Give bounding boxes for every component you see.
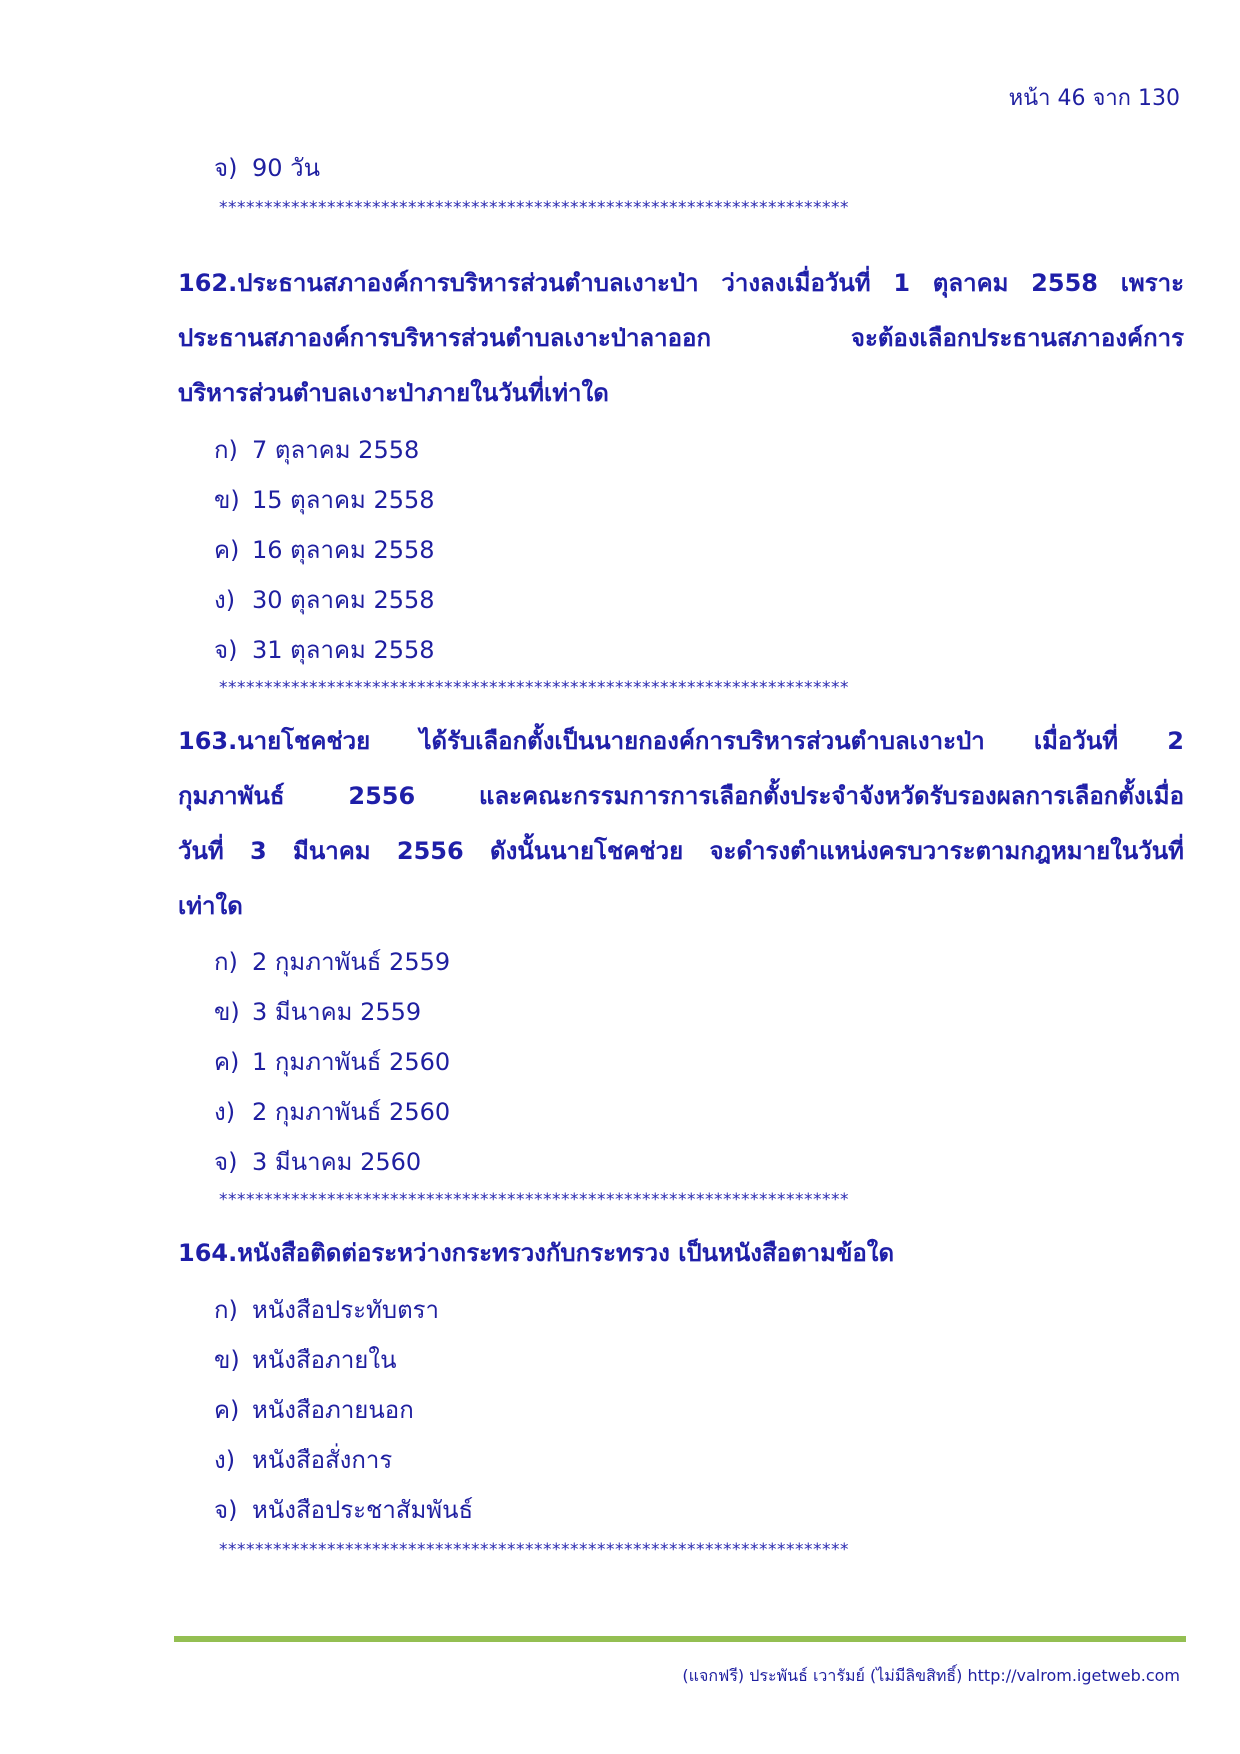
- option-text: 3 มีนาคม 2560: [252, 1148, 422, 1176]
- question-line: 163.นายโชคช่วย ได้รับเลือกตั้งเป็นนายกองค์การบริหารส่วนตำบลเงาะป่า เมื่อวันที่ 2: [178, 727, 1184, 755]
- option-letter: ง): [214, 586, 236, 614]
- option-text: 90 วัน: [252, 154, 321, 182]
- option-164-d: [214, 1440, 392, 1479]
- option-163-b: [214, 992, 421, 1031]
- separator-stars: **********************************************************************: [219, 1540, 849, 1560]
- option-text: หนังสือประชาสัมพันธ์: [252, 1496, 474, 1524]
- option-letter: ก): [214, 436, 238, 464]
- option-text: 7 ตุลาคม 2558: [252, 436, 420, 464]
- option-162-c: [214, 530, 435, 569]
- option-letter: ง): [214, 1098, 236, 1126]
- option-164-c: [214, 1390, 414, 1429]
- question-line: บริหารส่วนตำบลเงาะป่าภายในวันที่เท่าใด: [178, 379, 609, 407]
- option-text: 30 ตุลาคม 2558: [252, 586, 435, 614]
- option-163-c: [214, 1042, 450, 1081]
- footer-credit: (แจกฟรี) ประพันธ์ เวารัมย์ (ไม่มีลิขสิทธิ์) http://valrom.igetweb.com: [682, 1666, 1180, 1685]
- option-163-e: [214, 1142, 421, 1181]
- footer-rule: [174, 1636, 1186, 1642]
- option-text: หนังสือภายนอก: [252, 1396, 414, 1424]
- option-162-e: [214, 630, 435, 669]
- page-header: หน้า 46 จาก 130: [1008, 86, 1180, 111]
- option-162-a: [214, 430, 419, 469]
- option-letter: จ): [214, 636, 238, 664]
- option-letter: จ): [214, 1496, 238, 1524]
- option-text: หนังสือสั่งการ: [252, 1446, 393, 1474]
- question-line: 164.หนังสือติดต่อระหว่างกระทรวงกับกระทรวง เป็นหนังสือตามข้อใด: [178, 1239, 895, 1267]
- option-letter: ข): [214, 998, 240, 1026]
- question-164: [178, 1226, 1184, 1281]
- option-letter: จ): [214, 154, 238, 182]
- separator-stars: **********************************************************************: [219, 198, 849, 218]
- question-line: ประธานสภาองค์การบริหารส่วนตำบลเงาะป่าลาออก จะต้องเลือกประธานสภาองค์การ: [178, 324, 1184, 352]
- option-162-b: [214, 480, 435, 519]
- option-letter: ก): [214, 1296, 238, 1324]
- option-162-d: [214, 580, 435, 619]
- option-text: 2 กุมภาพันธ์ 2559: [252, 948, 451, 976]
- question-line: กุมภาพันธ์ 2556 และคณะกรรมการการเลือกตั้งประจำจังหวัดรับรองผลการเลือกตั้งเมื่อ: [178, 782, 1184, 810]
- option-letter: ค): [214, 536, 240, 564]
- option-text: 1 กุมภาพันธ์ 2560: [252, 1048, 451, 1076]
- question-163: [178, 714, 1184, 934]
- option-letter: ข): [214, 486, 240, 514]
- option-text: 3 มีนาคม 2559: [252, 998, 422, 1026]
- option-letter: ค): [214, 1048, 240, 1076]
- option-letter: จ): [214, 1148, 238, 1176]
- question-line: เท่าใด: [178, 892, 243, 920]
- question-line: วันที่ 3 มีนาคม 2556 ดังนั้นนายโชคช่วย จะดำรงตำแหน่งครบวาระตามกฎหมายในวันที่: [178, 837, 1184, 865]
- option-text: 31 ตุลาคม 2558: [252, 636, 435, 664]
- option-prev-e: [214, 148, 320, 187]
- option-163-a: [214, 942, 450, 981]
- option-letter: ก): [214, 948, 238, 976]
- option-164-a: [214, 1290, 439, 1329]
- option-letter: ข): [214, 1346, 240, 1374]
- option-text: 15 ตุลาคม 2558: [252, 486, 435, 514]
- option-letter: ค): [214, 1396, 240, 1424]
- option-text: 16 ตุลาคม 2558: [252, 536, 435, 564]
- separator-stars: **********************************************************************: [219, 678, 849, 698]
- question-162: [178, 256, 1184, 421]
- option-164-b: [214, 1340, 397, 1379]
- option-text: หนังสือประทับตรา: [252, 1296, 440, 1324]
- option-163-d: [214, 1092, 450, 1131]
- question-line: 162.ประธานสภาองค์การบริหารส่วนตำบลเงาะป่า ว่างลงเมื่อวันที่ 1 ตุลาคม 2558 เพราะ: [178, 269, 1184, 297]
- option-164-e: [214, 1490, 473, 1529]
- option-text: 2 กุมภาพันธ์ 2560: [252, 1098, 451, 1126]
- option-letter: ง): [214, 1446, 236, 1474]
- separator-stars: **********************************************************************: [219, 1190, 849, 1210]
- option-text: หนังสือภายใน: [252, 1346, 397, 1374]
